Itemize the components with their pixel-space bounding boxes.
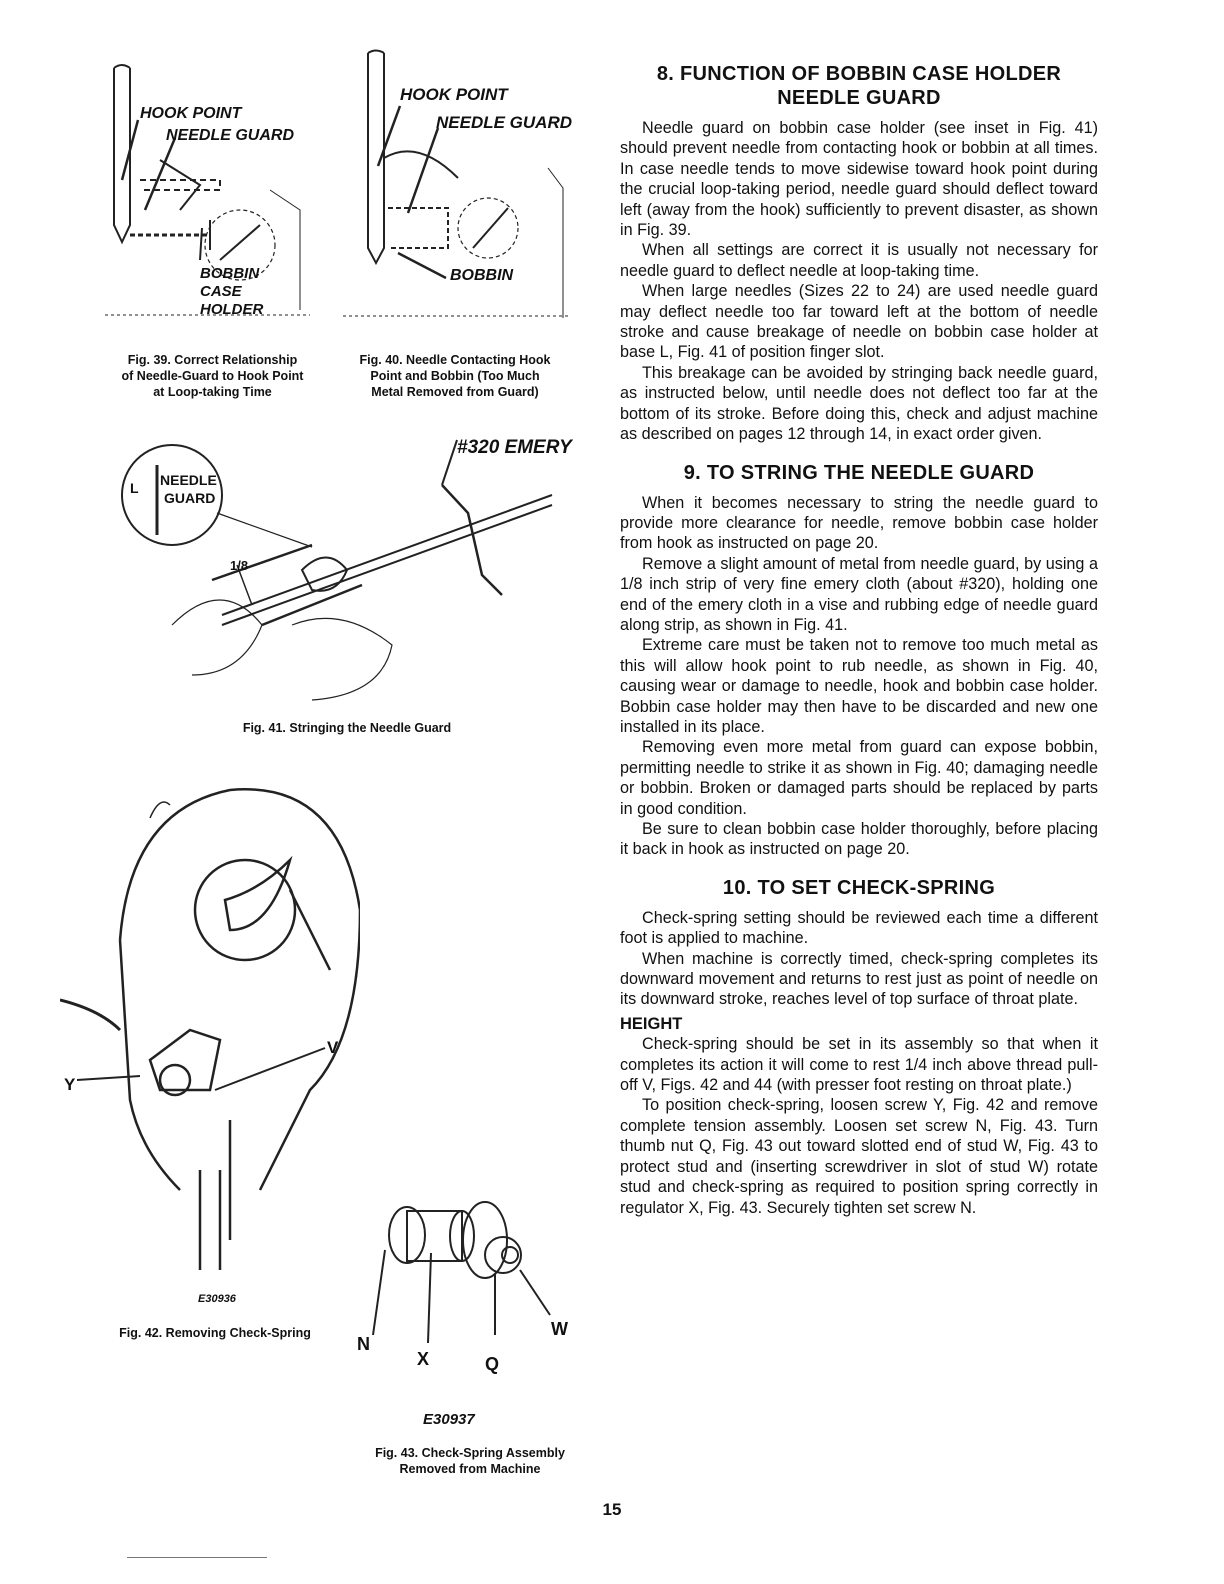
paragraph: Check-spring setting should be reviewed each time a different foot is applied to machine. [620, 908, 1098, 948]
paragraph: When all settings are correct it is usually not necessary for needle guard to deflect needle at loop-taking time. [620, 241, 1098, 280]
paragraph: Extreme care must be taken not to remove too much metal as this will allow hook point to rub needle, as shown in Fig. 40, causing wear or damage to needle, hook and bobbin case holder. Bobbin case holder may then have to be discarded and new one installed in its place. [620, 636, 1098, 736]
paragraph: Be sure to clean bobbin case holder thoroughly, before placing it back in hook as instructed on page 20. [620, 820, 1098, 859]
paragraph: When large needles (Sizes 22 to 24) are used needle guard may deflect needle too far toward left at the bottom of needle stroke and cause breakage of needle on bobbin case holder at base L, Fig. 41 of position finger slot. [620, 282, 1098, 362]
fig40-hook-point-label: HOOK POINT [400, 85, 508, 104]
height-heading: HEIGHT [620, 1014, 683, 1033]
fig40-bobbin-label: BOBBIN [450, 267, 514, 284]
fig43-caption: Fig. 43. Check-Spring Assembly Removed from Machine [375, 1446, 565, 1476]
fig41-emery-label: #320 EMERY [457, 437, 572, 458]
paragraph: Removing even more metal from guard can expose bobbin, permitting needle to strike it as shown in Fig. 40; damaging needle or bobbin. Broken or damaged parts should be replaced by parts in good condition. [620, 738, 1098, 818]
paragraph: When it becomes necessary to string the needle guard to provide more clearance for needle, remove bobbin case holder from hook as instructed on page 20. [620, 493, 1098, 553]
paragraph: To position check-spring, loosen screw Y, Fig. 42 and remove complete tension assembly. Loosen set screw N, Fig. 43. Turn thumb nut Q, Fig. 43 out toward slotted end of stud W, Fig. 43 to protect stud and (inserting screwdriver in slot of stud W) rotate stud and check-spring as required to position spring correctly in regulator X, Fig. 43. Securely tighten set screw N. [620, 1096, 1098, 1217]
fig42-code-label: E30936 [198, 1293, 236, 1305]
fig41-caption: Fig. 41. Stringing the Needle Guard [242, 721, 452, 735]
section-9-title: 9. TO STRING THE NEEDLE GUARD [683, 461, 1035, 484]
page-number: 15 [602, 1500, 622, 1519]
fig43-q-label: Q [485, 1354, 500, 1374]
text-column [620, 62, 1098, 1234]
fig43-code-label: E30937 [423, 1411, 475, 1428]
fig43-w-label: W [551, 1319, 568, 1339]
fig43-n-label: N [357, 1334, 370, 1354]
section-9 [620, 461, 1098, 860]
fig41-needle-label: NEEDLE [160, 472, 217, 488]
fig40-needle-guard-label: NEEDLE GUARD [436, 113, 573, 132]
fig40-caption: Fig. 40. Needle Contacting Hook Point and Bobbin (Too Much Metal Removed from Guard) [359, 353, 551, 399]
fig41-l-label: L [130, 480, 139, 496]
fig43-x-label: X [417, 1349, 430, 1369]
fig39-bobbin-label: BOBBIN [200, 265, 260, 282]
paragraph: Check-spring should be set in its assembly so that when it completes its action it will come to rest 1/4 inch above thread pull-off V, Figs. 42 and 44 (with presser foot resting on throat plate.) [620, 1035, 1098, 1095]
paragraph: This breakage can be avoided by stringing back needle guard, as instructed below, until needle does not deflect too far at the bottom of its stroke. Before doing this, check and adjust machine as described on pages 12 through 14, in exact order given. [620, 363, 1098, 444]
figure-43 [345, 1195, 585, 1435]
fig42-y-label: Y [64, 1075, 76, 1094]
fig41-eighth-label: 1/8 [230, 558, 249, 573]
paragraph: Remove a slight amount of metal from needle guard, by using a 1/8 inch strip of very fine emery cloth (about #320), holding one end of the emery cloth in a vise and rubbing edge of needle guard along strip, as shown in Fig. 41. [620, 554, 1098, 634]
figure-40 [338, 48, 573, 338]
fig42-v-label: V [327, 1038, 339, 1057]
figure-42 [60, 770, 360, 1305]
paragraph: When machine is correctly timed, check-spring completes its downward movement and returns to rest just as point of needle on its downward stroke, reaches level of top surface of throat plate. [620, 949, 1098, 1009]
section-10-title: 10. TO SET CHECK-SPRING [722, 876, 996, 899]
fig39-case-label: CASE [200, 283, 242, 300]
figure-39 [100, 60, 325, 340]
fig42-caption: Fig. 42. Removing Check-Spring [119, 1326, 311, 1340]
paragraph: Needle guard on bobbin case holder (see inset in Fig. 41) should prevent needle from contacting hook or bobbin at all times. In case needle tends to move sidewise toward hook point during the crucial loop-taking period, needle guard should deflect toward left (away from the hook) sufficiently to prevent disaster, as shown in Fig. 39. [620, 119, 1098, 240]
fig39-caption: Fig. 39. Correct Relationship of Needle-Guard to Hook Point at Loop-taking Time [121, 353, 304, 399]
section-8 [620, 62, 1098, 445]
fig39-needle-guard-label: NEEDLE GUARD [166, 127, 295, 144]
section-10 [620, 876, 1098, 1218]
fig39-holder-label: HOLDER [200, 301, 264, 318]
section-8-title: 8. FUNCTION OF BOBBIN CASE HOLDER NEEDLE GUARD [656, 63, 1062, 109]
fig39-hook-point-label: HOOK POINT [140, 105, 242, 122]
footer-rule [127, 1557, 267, 1558]
figure-41 [112, 425, 582, 710]
fig41-guard-label: GUARD [164, 490, 216, 506]
